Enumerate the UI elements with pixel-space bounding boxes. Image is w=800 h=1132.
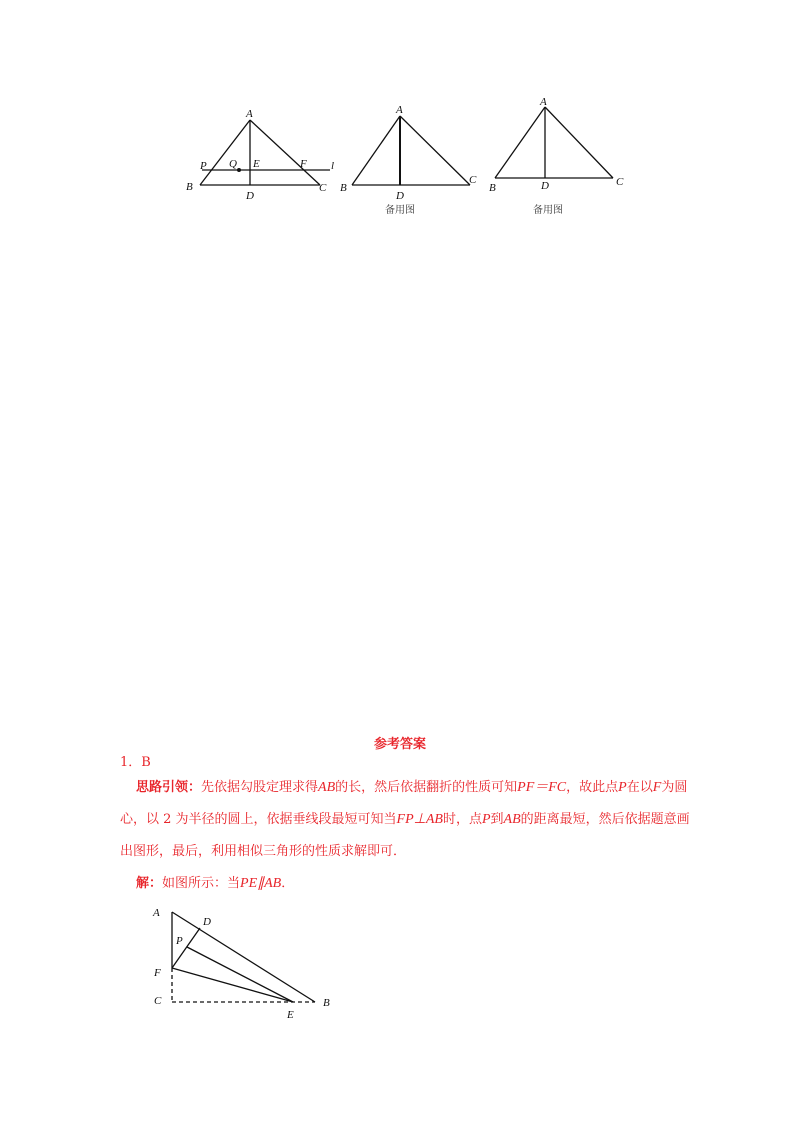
hint-math-p2: P — [481, 812, 491, 827]
fig1-side-ac — [250, 120, 320, 185]
figure-2 — [340, 103, 485, 218]
hint-text-4: 在以 — [626, 780, 653, 795]
figure-4-svg — [145, 900, 345, 1025]
hint-label: 思路引领： — [136, 780, 202, 795]
fig1-label-c: C — [319, 182, 327, 194]
fig3-label-b: B — [489, 182, 496, 194]
figure-3-svg — [485, 93, 635, 218]
hint-math-ab2: AB — [503, 812, 521, 827]
fig4-label-a: A — [153, 907, 160, 919]
hint-text-1: 先依据勾股定理求得 — [201, 780, 319, 795]
hint-text-6: 时，点 — [442, 812, 482, 827]
fig4-label-p: P — [176, 935, 183, 947]
fig3-side-ab — [495, 107, 545, 178]
fig2-side-ab — [352, 116, 400, 185]
fig4-label-b: B — [323, 997, 330, 1009]
fig3-side-ac — [545, 107, 613, 178]
hint-math-f: F — [652, 780, 662, 795]
fig4-label-e: E — [287, 1009, 294, 1021]
hint-text-5: 为圆心，以 2 为半径的圆上，依据垂线段最短可知当 — [120, 780, 688, 827]
hint-math-p: P — [618, 780, 627, 795]
fig1-label-a: A — [246, 108, 253, 120]
hint-math-pf-fc: PF＝FC — [517, 780, 567, 795]
fig2-side-ac — [400, 116, 470, 185]
hint-math-ab: AB — [318, 780, 336, 795]
fig1-label-q: Q — [229, 158, 237, 170]
figure-2-svg — [340, 103, 485, 218]
fig1-label-p: P — [200, 160, 207, 172]
figure-4 — [145, 900, 345, 1025]
fig3-label-d: D — [541, 180, 549, 192]
solution-paragraph — [120, 868, 690, 900]
figure-1 — [180, 105, 350, 205]
fig4-label-f: F — [154, 967, 161, 979]
fig1-side-ab — [200, 120, 250, 185]
hint-paragraph — [120, 772, 690, 868]
fig3-label-c: C — [616, 176, 624, 188]
fig4-label-c: C — [154, 995, 162, 1007]
fig1-label-l: l — [331, 160, 335, 172]
fig1-point-q — [237, 168, 241, 172]
fig2-label-a: A — [396, 104, 403, 116]
answer-title: 参考答案 — [373, 737, 426, 752]
figure-1-svg — [180, 105, 350, 205]
fig4-label-d: D — [203, 916, 211, 928]
fig4-segment-fd — [172, 928, 200, 968]
fig2-label-c: C — [469, 174, 477, 186]
solution-text-1: 如图所示：当 — [162, 876, 241, 891]
fig1-label-b: B — [186, 181, 193, 193]
figure-3 — [485, 93, 635, 218]
hint-text-8: 的距离最短，然后依据题意画出图形，最后，利用相似三角形的性质求解即可． — [120, 812, 690, 859]
fig2-label-d: D — [396, 190, 404, 202]
hint-text-3: ，故此点 — [566, 780, 619, 795]
fig3-label-a: A — [540, 96, 547, 108]
solution-math-pe-parallel-ab: PE∥AB — [240, 876, 282, 891]
fig1-label-f: F — [300, 158, 307, 170]
fig2-label-b: B — [340, 182, 347, 194]
answer-number: 1．B — [120, 755, 151, 770]
fig3-caption: 备用图 — [533, 205, 563, 216]
hint-text-7: 到 — [490, 812, 504, 827]
hint-math-fp-perp-ab: FP⊥AB — [396, 812, 443, 827]
hint-text-2: 的长，然后依据翻折的性质可知 — [335, 780, 518, 795]
fig1-label-d: D — [246, 190, 254, 202]
fig4-segment-fe — [172, 968, 293, 1002]
solution-label: 解： — [136, 876, 163, 891]
fig1-label-e: E — [253, 158, 260, 170]
fig2-caption: 备用图 — [385, 205, 415, 216]
solution-text-2: ． — [281, 876, 295, 891]
